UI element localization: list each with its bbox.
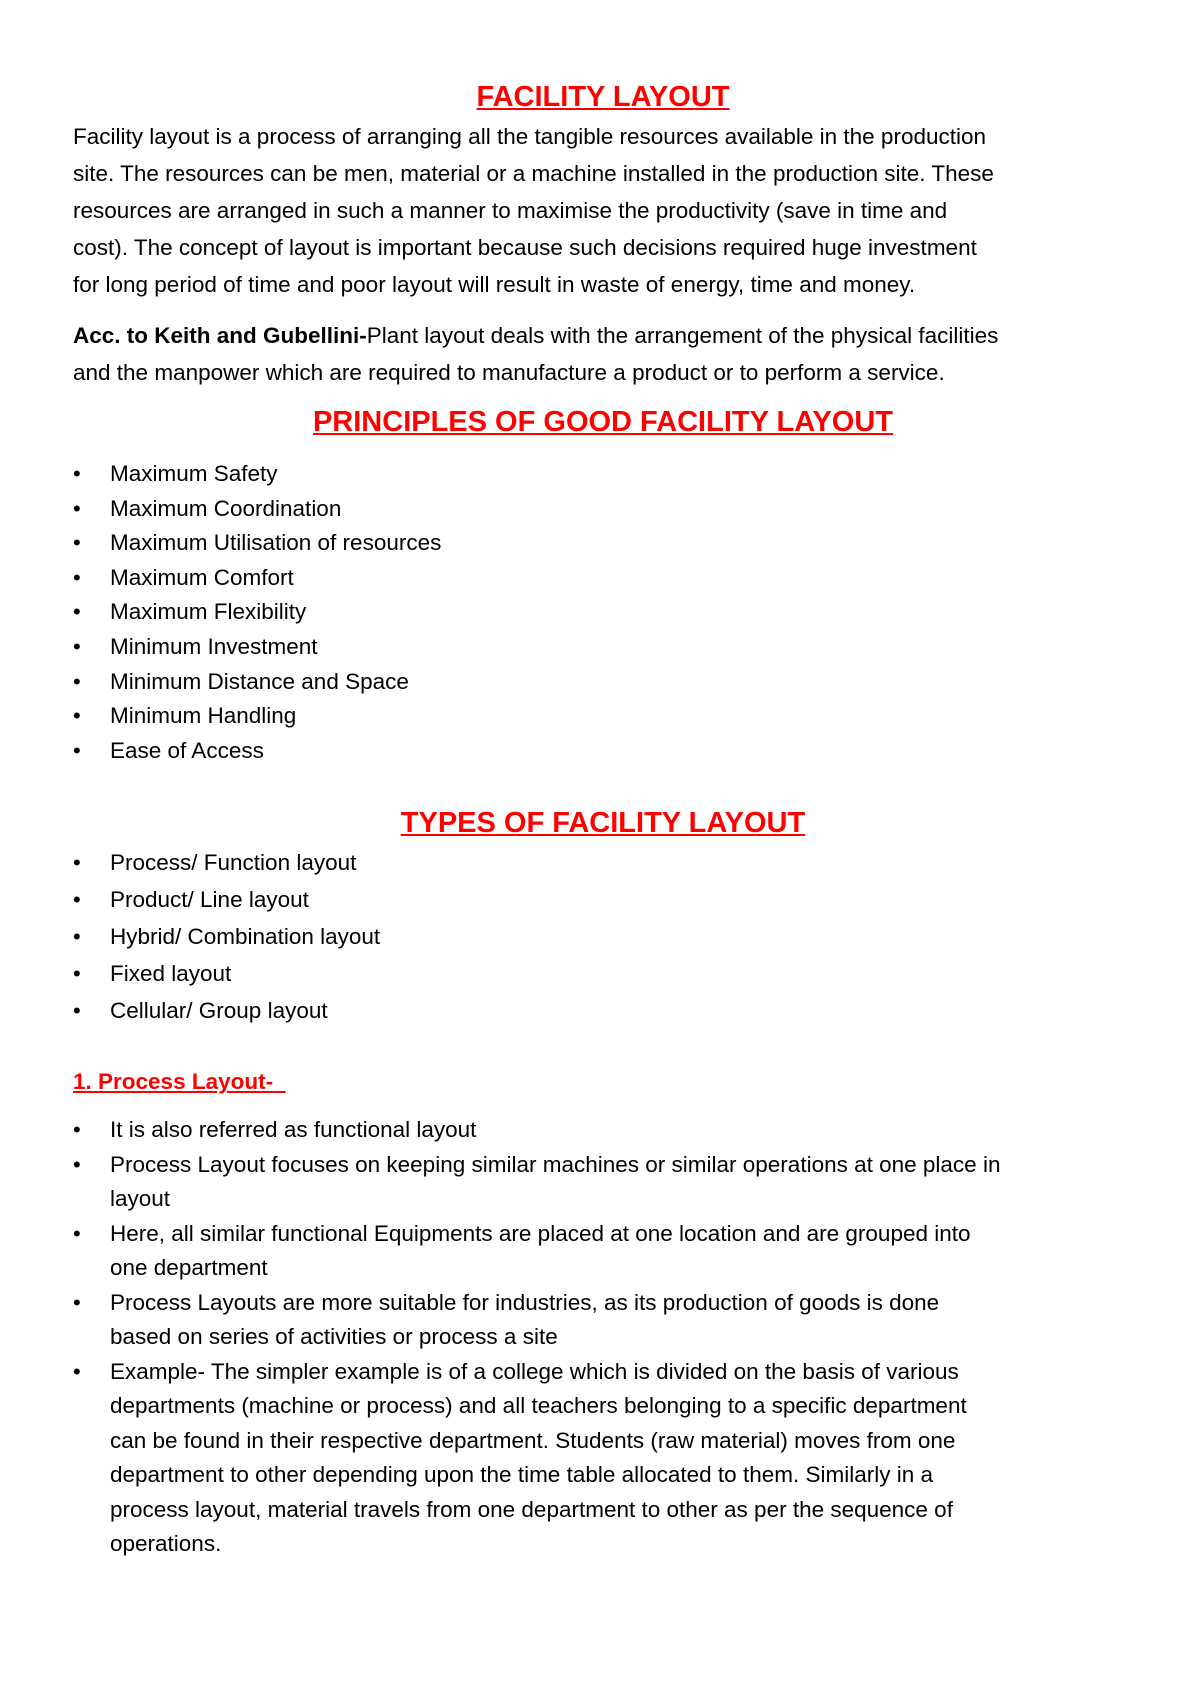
list-item: • Maximum Safety	[73, 457, 1133, 492]
list-item: • Fixed layout	[73, 955, 1133, 992]
list-item: • Cellular/ Group layout	[73, 992, 1133, 1029]
list-item: • Maximum Comfort	[73, 561, 1133, 596]
page-title: FACILITY LAYOUT	[476, 81, 730, 113]
list-item: • Minimum Handling	[73, 699, 1133, 734]
types-list	[73, 844, 1133, 1029]
list-item: • Ease of Access	[73, 734, 1133, 769]
process-layout-heading: 1. Process Layout-	[73, 1069, 274, 1095]
list-item: • Process/ Function layout	[73, 844, 1133, 881]
definition-author: Acc. to Keith and Gubellini-	[73, 323, 367, 348]
definition-paragraph	[73, 317, 1133, 391]
intro-line: for long period of time and poor layout will result in waste of energy, time and money.	[73, 272, 916, 297]
intro-line: cost). The concept of layout is important because such decisions required huge investment	[73, 235, 977, 260]
list-item: • Maximum Flexibility	[73, 595, 1133, 630]
list-item: • Here, all similar functional Equipments are placed at one location and are grouped into one department	[73, 1217, 1133, 1286]
list-item: • Minimum Investment	[73, 630, 1133, 665]
list-item: • Product/ Line layout	[73, 881, 1133, 918]
principles-heading: PRINCIPLES OF GOOD FACILITY LAYOUT	[312, 406, 894, 438]
list-item: • Example- The simpler example is of a college which is divided on the basis of various departments (machine or process) and all teachers belonging to a specific department can be found in their respective department. Students (raw material) moves from one department to other depending upon the time table allocated to them. Similarly in a process layout, material travels from one department to other as per the sequence of operations.	[73, 1355, 1133, 1562]
types-heading: TYPES OF FACILITY LAYOUT	[400, 807, 806, 840]
principles-list	[73, 457, 1133, 768]
list-item: • Process Layout focuses on keeping similar machines or similar operations at one place in layout	[73, 1148, 1133, 1217]
list-item: • It is also referred as functional layout	[73, 1113, 1133, 1148]
list-item: • Maximum Coordination	[73, 492, 1133, 527]
process-layout-list	[73, 1113, 1133, 1562]
intro-paragraph	[73, 118, 1133, 303]
document-page	[73, 78, 1133, 1562]
list-item: • Maximum Utilisation of resources	[73, 526, 1133, 561]
list-item: • Hybrid/ Combination layout	[73, 918, 1133, 955]
definition-text: Plant layout deals with the arrangement of the physical facilities	[366, 323, 999, 348]
definition-text: and the manpower which are required to manufacture a product or to perform a service.	[73, 360, 945, 385]
list-item: • Minimum Distance and Space	[73, 665, 1133, 700]
intro-line: site. The resources can be men, material or a machine installed in the production site. These	[73, 161, 994, 186]
intro-line: Facility layout is a process of arranging all the tangible resources available in the production	[73, 124, 987, 149]
intro-line: resources are arranged in such a manner to maximise the productivity (save in time and	[73, 198, 948, 223]
list-item: • Process Layouts are more suitable for industries, as its production of goods is done based on series of activities or process a site	[73, 1286, 1133, 1355]
